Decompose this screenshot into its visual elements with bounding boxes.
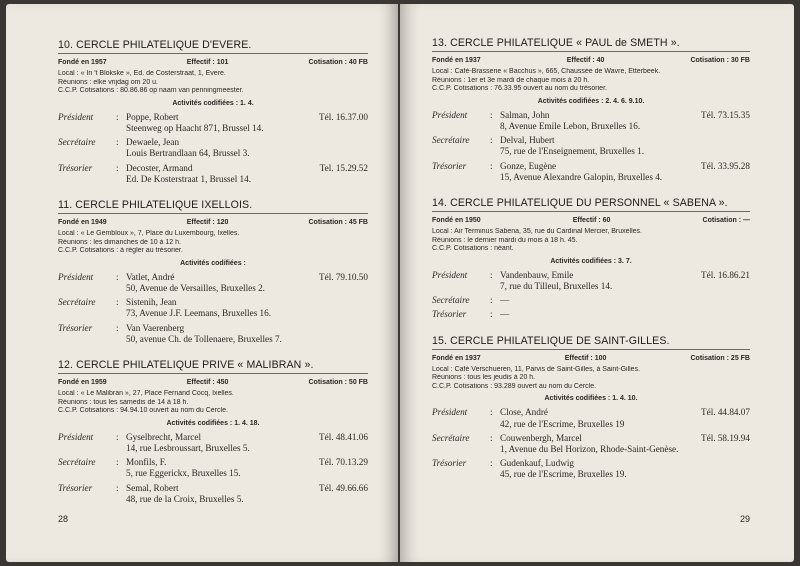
role-colon: : [490, 458, 493, 469]
founded-year: Fondé en 1950 [432, 217, 481, 224]
role-colon: : [116, 271, 119, 282]
club-title: 13. CERCLE PHILATELIQUE « PAUL de SMETH ». [432, 36, 750, 52]
officer-row [58, 483, 368, 505]
officer-details [126, 137, 368, 159]
officer-row [432, 135, 750, 157]
officer-row [432, 433, 750, 455]
officer-name: Van Vaerenberg [126, 322, 185, 333]
officer-details [126, 112, 368, 134]
club-title: 10. CERCLE PHILATELIQUE D'EVERE. [58, 38, 368, 54]
officer-row [432, 458, 750, 480]
page-number: 29 [739, 514, 750, 524]
officer-role: Trésorier [58, 482, 93, 493]
membership-count: Effectif : 60 [572, 217, 611, 224]
club-meta [432, 55, 750, 66]
officer-address: 15, Avenue Alexandre Galopin, Bruxelles 4. [500, 171, 663, 182]
officer-address: 5, rue Eggerickx, Bruxelles 15. [126, 468, 241, 479]
officer-role: Trésorier [58, 322, 93, 333]
info-line: Local : Air Terminus Sabena, 35, rue du Cardinal Mercier, Bruxelles. [432, 228, 642, 235]
officer-name: Monfils, F. [126, 457, 167, 468]
officer-details [126, 163, 368, 185]
club-info [58, 390, 368, 416]
coded-activities: Activités codifiées : 1. 4. [172, 99, 254, 107]
officer-row [58, 112, 368, 134]
officer-name-line [500, 407, 750, 418]
officer-address: 1, Avenue du Bel Horizon, Rhode-Saint-Genèse. [500, 443, 679, 454]
info-line: Réunions : elke vrijdag om 20 u. [58, 78, 158, 86]
officer-name-line [500, 433, 750, 444]
role-colon: : [490, 295, 493, 306]
membership-fee: Cotisation : 40 FB [308, 59, 368, 66]
club-meta [58, 377, 368, 388]
officer-address: 75, rue de l'Enseignement, Bruxelles 1. [500, 146, 645, 157]
club-title: 11. CERCLE PHILATELIQUE IXELLOIS. [58, 198, 368, 214]
info-line: Local : « Le Malibran », 27, Place Fernand Cocq, Ixelles. [58, 390, 234, 397]
membership-fee: Cotisation : 50 FB [308, 379, 368, 386]
officer-row [58, 163, 368, 185]
info-line: C.C.P. Cotisations : 80.86.86 op naam van penningmeester. [58, 87, 244, 95]
role-colon: : [116, 482, 119, 493]
officer-phone: Tél. 73.15.35 [701, 109, 750, 120]
founded-year: Fondé en 1959 [58, 379, 107, 386]
officer-name: Gyselbrecht, Marcel [126, 431, 201, 442]
officer-name: Poppe, Robert [126, 111, 179, 122]
officer-name: Sistenih, Jean [126, 297, 177, 308]
role-colon: : [116, 162, 119, 173]
coded-activities: Activités codifiées : 2. 4. 6. 9.10. [537, 97, 645, 105]
membership-fee: Cotisation : — [702, 217, 750, 224]
officer-name-line [126, 483, 368, 494]
officer-address: 14, rue Lesbroussart, Bruxelles 5. [126, 442, 250, 453]
role-colon: : [490, 109, 493, 120]
club-entry [58, 38, 368, 185]
officer-row [58, 272, 368, 294]
officer-address: Steenweg op Haacht 871, Brussel 14. [126, 122, 264, 133]
club-meta [58, 57, 368, 68]
officer-row [432, 270, 750, 292]
officer-details [500, 135, 750, 157]
role-colon: : [116, 457, 119, 468]
officer-name: Dewaele, Jean [126, 137, 180, 148]
book-spread [6, 4, 794, 562]
officer-role: Trésorier [432, 309, 467, 320]
founded-year: Fondé en 1937 [432, 354, 481, 362]
officer-name-line [500, 309, 750, 320]
officer-role: Secrétaire [58, 297, 96, 308]
officer-name: Vandenbauw, Emile [500, 269, 574, 280]
officer-details [126, 432, 368, 454]
info-line: Local : « In 't Blokske », Ed. de Costerstraat, 1, Evere. [58, 70, 226, 77]
role-colon: : [490, 309, 493, 320]
officer-role: Président [432, 269, 468, 280]
officer-phone: Tél. 48.41.06 [319, 431, 368, 442]
club-title: 12. CERCLE PHILATELIQUE PRIVE « MALIBRAN ». [58, 358, 368, 374]
officer-phone: Tél. 16.86.21 [701, 269, 750, 280]
club-entry [58, 198, 368, 345]
officer-details [126, 457, 368, 479]
officer-row [58, 323, 368, 345]
info-line: Local : Café Verschueren, 11, Parvis de Saint-Gilles, à Saint-Gilles. [432, 365, 641, 373]
role-colon: : [116, 111, 119, 122]
officer-details [500, 110, 750, 132]
club-entry [58, 358, 368, 505]
officer-role: Président [432, 109, 468, 120]
officer-address: Ed. De Kosterstraat 1, Brussel 14. [126, 173, 252, 184]
officer-role: Trésorier [432, 458, 467, 469]
officer-phone: Tél. 79.10.50 [319, 271, 368, 282]
officer-phone: Tél. 70.13.29 [319, 457, 368, 468]
officer-role: Secrétaire [432, 135, 470, 146]
officer-role: Secrétaire [432, 295, 470, 306]
officer-address: 50, Avenue de Versailles, Bruxelles 2. [126, 282, 265, 293]
info-line: C.C.P. Cotisations : 94.94.10 ouvert au nom du Cercle. [58, 407, 228, 415]
role-colon: : [490, 135, 493, 146]
info-line: Réunions : tous les jeudis à 20 h. [432, 374, 536, 382]
role-colon: : [116, 297, 119, 308]
club-meta [58, 217, 368, 228]
club-meta [432, 353, 750, 364]
club-title: 15. CERCLE PHILATELIQUE DE SAINT-GILLES. [432, 334, 750, 350]
left-page [6, 4, 398, 562]
membership-count: Effectif : 100 [564, 354, 607, 362]
coded-activities: Activités codifiées : 1. 4. 10. [544, 395, 638, 403]
officer-row [432, 161, 750, 183]
coded-activities: Activités codifiées : [180, 259, 246, 267]
role-colon: : [490, 269, 493, 280]
left-column [58, 38, 368, 518]
officer-name: Gudenkauf, Ludwig [500, 458, 574, 469]
club-info [432, 366, 750, 392]
officer-details [500, 295, 750, 306]
officer-name-line [126, 272, 368, 283]
right-page [400, 4, 794, 562]
club-title: 14. CERCLE PHILATELIQUE DU PERSONNEL « SABENA ». [432, 196, 750, 212]
role-colon: : [490, 160, 493, 171]
officer-details [500, 161, 750, 183]
founded-year: Fondé en 1949 [58, 219, 107, 226]
officer-row [58, 457, 368, 479]
officer-phone: Tél. 16.37.00 [319, 111, 368, 122]
info-line: Réunions : 1er et 3e mardi de chaque mois à 20 h. [432, 76, 590, 84]
officer-name-line [126, 432, 368, 443]
club-info [58, 230, 368, 256]
officer-name-line [500, 135, 750, 146]
officer-phone: Tél. 44.84.07 [701, 407, 750, 418]
membership-count: Effectif : 40 [566, 57, 605, 64]
officer-role: Trésorier [58, 162, 93, 173]
officer-address: Louis Bertrandlaan 64, Brussel 3. [126, 148, 250, 159]
officer-row [432, 295, 750, 306]
officer-name-line [126, 137, 368, 148]
officer-phone: Tél. 58.19.94 [701, 432, 750, 443]
membership-count: Effectif : 101 [186, 59, 229, 66]
club-info [432, 68, 750, 94]
club-entry [432, 36, 750, 183]
officer-row [58, 297, 368, 319]
officer-phone: Tél. 33.95.28 [701, 160, 750, 171]
coded-activities: Activités codifiées : 3. 7. [550, 257, 632, 265]
officer-name: Salman, John [500, 109, 550, 120]
officer-role: Trésorier [432, 160, 467, 171]
page-number: 28 [58, 514, 69, 524]
founded-year: Fondé en 1937 [432, 57, 481, 64]
officer-address: 50, avenue Ch. de Tollenaere, Bruxelles 7. [126, 333, 282, 344]
officer-role: Secrétaire [58, 457, 96, 468]
right-column [432, 36, 750, 494]
officer-address: 8, Avenue Emile Lebon, Bruxelles 16. [500, 120, 641, 131]
coded-activities: Activités codifiées : 1. 4. 18. [166, 419, 260, 427]
officer-name-line [500, 295, 750, 306]
officer-details [500, 309, 750, 320]
membership-fee: Cotisation : 30 FB [690, 57, 750, 64]
officer-role: Président [58, 271, 94, 282]
officer-phone: Tel. 15.29.52 [319, 162, 368, 173]
officer-name: Delval, Hubert [500, 135, 555, 146]
officer-details [500, 433, 750, 455]
membership-count: Effectif : 450 [186, 379, 229, 386]
officer-name-line [500, 270, 750, 281]
officer-name-line [126, 112, 368, 123]
info-line: C.C.P. Cotisations : à régler au trésorier. [58, 247, 183, 255]
officer-address: 42, rue de l'Escrime, Bruxelles 19 [500, 418, 625, 429]
officer-row [58, 137, 368, 159]
officer-details [500, 407, 750, 429]
officer-address: 73, Avenue J.F. Leemans, Bruxelles 16. [126, 308, 272, 319]
info-line: C.C.P. Cotisations : 76.33.95 ouvert au nom du trésorier. [432, 85, 607, 93]
role-colon: : [490, 432, 493, 443]
officer-role: Président [432, 407, 468, 418]
info-line: Local : « Le Gembloux », 7, Place du Luxembourg, Ixelles. [58, 230, 240, 237]
officer-row [432, 309, 750, 320]
info-line: Réunions : le dernier mardi du mois à 18 h. 45. [432, 236, 578, 244]
role-colon: : [116, 322, 119, 333]
info-line: Réunions : tous les samedis de 14 à 18 h. [58, 398, 189, 406]
officer-details [126, 323, 368, 345]
info-line: Local : Café-Brasserie « Bacchus », 665, Chaussée de Wavre, Etterbeek. [432, 68, 661, 75]
officer-role: Secrétaire [432, 432, 470, 443]
info-line: Réunions : les dimanches de 10 à 12 h. [58, 238, 181, 246]
club-info [58, 70, 368, 96]
officer-details [126, 483, 368, 505]
club-entry [432, 334, 750, 481]
info-line: C.C.P. Cotisations : 93.289 ouvert au nom du Cercle. [432, 382, 597, 390]
officer-name-line [500, 458, 750, 469]
officer-phone: Tél. 49.66.66 [319, 482, 368, 493]
officer-role: Président [58, 111, 94, 122]
officer-role: Président [58, 431, 94, 442]
officer-details [126, 297, 368, 319]
officer-row [58, 432, 368, 454]
role-colon: : [116, 431, 119, 442]
membership-fee: Cotisation : 25 FB [690, 354, 750, 362]
officer-name-line [500, 110, 750, 121]
officer-name: Close, André [500, 407, 548, 418]
officer-name: Vatlet, André [126, 271, 175, 282]
officer-address: 7, rue du Tilleul, Bruxelles 14. [500, 280, 613, 291]
role-colon: : [116, 137, 119, 148]
officer-name: Semal, Robert [126, 482, 179, 493]
officer-name: Decoster, Armand [126, 162, 193, 173]
officer-address: 45, rue de l'Escrime, Bruxelles 19. [500, 469, 627, 480]
officer-row [432, 110, 750, 132]
membership-fee: Cotisation : 45 FB [308, 219, 368, 226]
officer-details [500, 270, 750, 292]
officer-details [126, 272, 368, 294]
membership-count: Effectif : 120 [186, 219, 229, 226]
officer-name: — [500, 309, 510, 320]
officer-name-line [126, 457, 368, 468]
officer-name: Couwenbergh, Marcel [500, 432, 582, 443]
officer-name-line [126, 323, 368, 334]
officer-name-line [500, 161, 750, 172]
officer-name: Gonze, Eugène [500, 160, 557, 171]
officer-name-line [126, 163, 368, 174]
club-info [432, 228, 750, 254]
officer-address: 48, rue de la Croix, Bruxelles 5. [126, 493, 244, 504]
info-line: C.C.P. Cotisations : néant. [432, 245, 514, 253]
officer-name: — [500, 295, 510, 306]
club-meta [432, 215, 750, 226]
officer-name-line [126, 297, 368, 308]
officer-details [500, 458, 750, 480]
role-colon: : [490, 407, 493, 418]
officer-row [432, 407, 750, 429]
officer-role: Secrétaire [58, 137, 96, 148]
founded-year: Fondé en 1957 [58, 59, 107, 66]
club-entry [432, 196, 750, 321]
